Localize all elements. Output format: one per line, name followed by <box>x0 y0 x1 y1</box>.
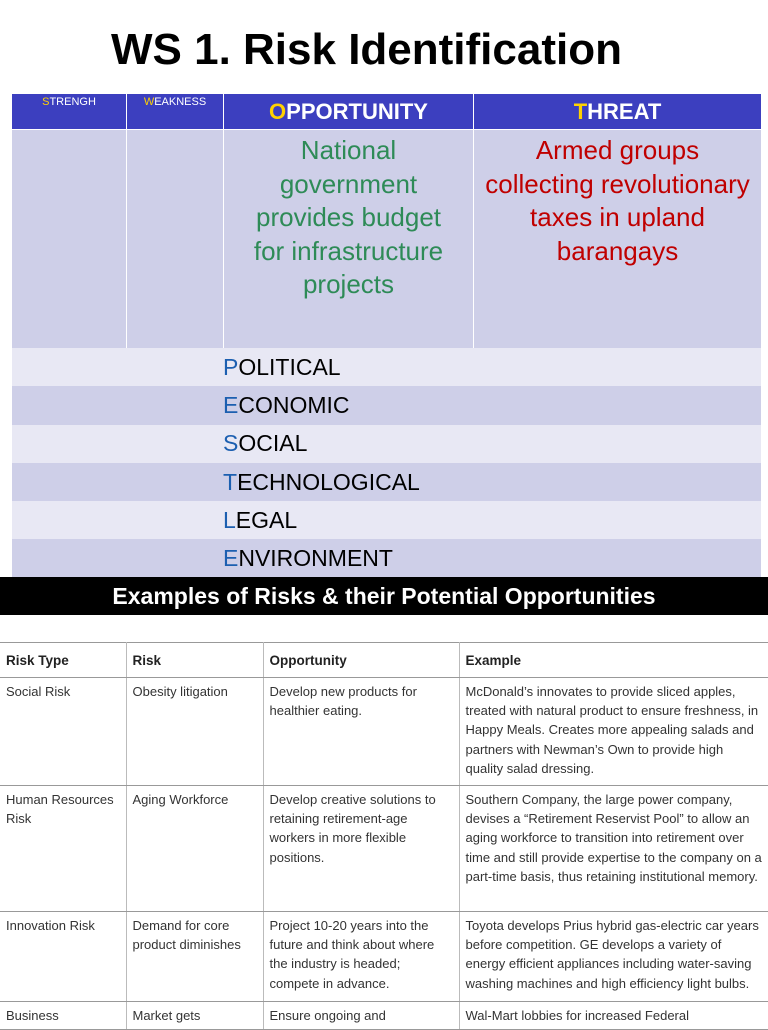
cell-example: Wal-Mart lobbies for increased Federal <box>459 1002 768 1030</box>
pestel-list <box>12 348 761 578</box>
strength-header: STRENGH <box>12 94 126 130</box>
column-header-opportunity: Opportunity <box>263 643 459 678</box>
risk-examples-table <box>0 642 768 1030</box>
table-header-row <box>0 643 768 678</box>
cell-example: Southern Company, the large power company, devises a “Retirement Reservist Pool” to allow an aging workforce to transition into retirement over time and still provide expertise to the company on a part-time basis, thus retaining institutional memory. <box>459 786 768 912</box>
cell-example: Toyota develops Prius hybrid gas-electric car years before competition. GE develops a variety of energy efficient appliances including water-saving washing machines and high efficiency light bulbs. <box>459 912 768 1002</box>
opportunity-cell: National government provides budget for infrastructure projects <box>253 135 444 299</box>
section-banner: Examples of Risks & their Potential Opportunities <box>0 577 768 615</box>
opportunity-column <box>224 94 474 348</box>
pestel-item-environment: E NVIRONMENT <box>12 539 761 577</box>
cell-risk-type: Innovation Risk <box>0 912 126 1002</box>
threat-cell: Armed groups collecting revolutionary taxes in upland barangays <box>485 135 750 266</box>
strength-column <box>12 94 127 348</box>
table-row <box>0 912 768 1002</box>
opportunity-header: O PPORTUNITY <box>224 94 473 130</box>
cell-risk: Aging Workforce <box>126 786 263 912</box>
table-row <box>0 1002 768 1030</box>
cell-risk-type: Human Resources Risk <box>0 786 126 912</box>
weakness-column <box>127 94 224 348</box>
pestel-item-political: P OLITICAL <box>12 348 761 386</box>
page-title: WS 1. Risk Identification <box>111 25 622 74</box>
cell-opportunity: Ensure ongoing and <box>263 1002 459 1030</box>
cell-opportunity: Develop creative solutions to retaining retirement-age workers in more flexible positions. <box>263 786 459 912</box>
cell-risk: Obesity litigation <box>126 678 263 786</box>
table-row <box>0 678 768 786</box>
cell-risk-type: Social Risk <box>0 678 126 786</box>
column-header-example: Example <box>459 643 768 678</box>
column-header-risk-type: Risk Type <box>0 643 126 678</box>
pestel-item-social: S OCIAL <box>12 425 761 463</box>
cell-opportunity: Project 10-20 years into the future and think about where the industry is headed; compete in advance. <box>263 912 459 1002</box>
cell-risk: Demand for core product diminishes <box>126 912 263 1002</box>
cell-opportunity: Develop new products for healthier eating. <box>263 678 459 786</box>
weakness-cell <box>127 130 223 134</box>
pestel-item-legal: L EGAL <box>12 501 761 539</box>
table-row <box>0 786 768 912</box>
weakness-header: WEAKNESS <box>127 94 223 130</box>
strength-cell <box>12 130 126 134</box>
column-header-risk: Risk <box>126 643 263 678</box>
pestel-item-technological: T ECHNOLOGICAL <box>12 463 761 501</box>
cell-example: McDonald’s innovates to provide sliced apples, treated with natural product to ensure freshness, in Happy Meals. Creates more appealing salads and partners with Newman’s Own to provide high quality salad dressing. <box>459 678 768 786</box>
threat-header: T HREAT <box>474 94 761 130</box>
cell-risk: Market gets <box>126 1002 263 1030</box>
pestel-item-economic: E CONOMIC <box>12 386 761 424</box>
swot-table <box>12 94 761 348</box>
cell-risk-type: Business <box>0 1002 126 1030</box>
threat-column <box>474 94 761 348</box>
